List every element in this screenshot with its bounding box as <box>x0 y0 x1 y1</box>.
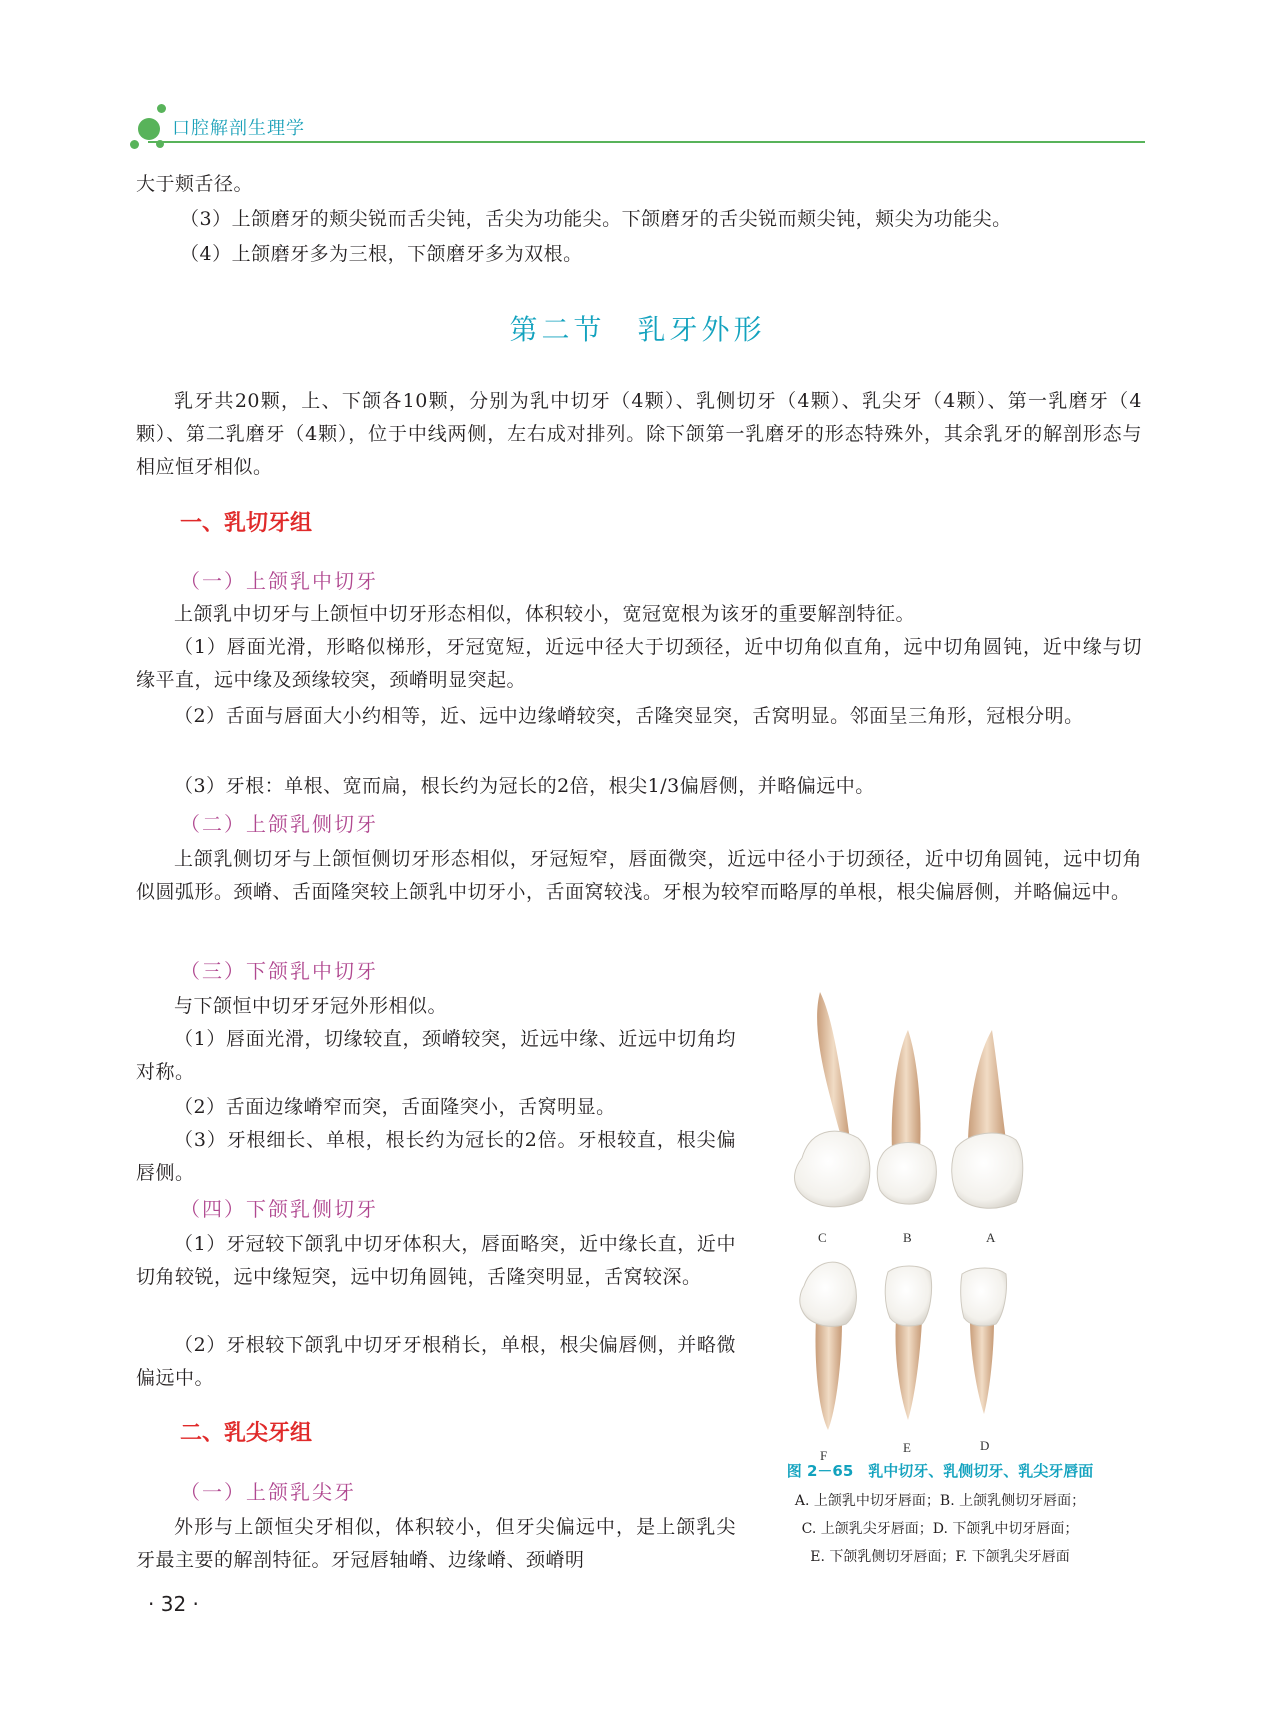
heading-lower-lateral: （四）下颌乳侧切牙 <box>180 1197 378 1221</box>
paragraph: 与下颌恒中切牙牙冠外形相似。 <box>174 995 448 1017</box>
figure-caption-line: A. 上颌乳中切牙唇面；B. 上颌乳侧切牙唇面； <box>794 1493 1086 1509</box>
heading-upper-central: （一）上颌乳中切牙 <box>180 569 378 593</box>
paragraph: （2）舌面与唇面大小约相等，近、远中边缘嵴较突，舌隆突显突，舌窝明显。邻面呈三角形，冠根分明。 <box>174 705 1084 727</box>
decor-dot <box>157 104 166 113</box>
decor-dot <box>138 118 160 140</box>
intro-paragraph: 乳牙共20颗，上、下颌各10颗，分别为乳中切牙（4颗）、乳侧切牙（4颗）、乳尖牙（4颗）、第一乳磨牙（4颗）、第二乳磨牙（4颗），位于中线两侧，左右成对排列。除下颌第一乳磨牙的形态特殊外，其余乳牙的解剖形态与相应恒牙相似。 <box>136 390 1142 478</box>
figure-label-c: C <box>818 1230 827 1245</box>
teeth-illustration <box>780 990 1120 1460</box>
section-title: 第二节 乳牙外形 <box>509 313 766 346</box>
paragraph: （3）牙根：单根、宽而扁，根长约为冠长的2倍，根尖1/3偏唇侧，并略偏远中。 <box>174 775 875 797</box>
figure-label-e: E <box>903 1440 911 1455</box>
page-number: · 32 · <box>148 1592 199 1616</box>
figure-caption-title: 图 2－65 乳中切牙、乳侧切牙、乳尖牙唇面 <box>786 1462 1094 1480</box>
tooth-e <box>885 1266 931 1420</box>
figure-caption-line: C. 上颌乳尖牙唇面；D. 下颌乳中切牙唇面； <box>801 1521 1079 1537</box>
figure-label-b: B <box>903 1230 912 1245</box>
paragraph: （2）舌面边缘嵴窄而突，舌面隆突小，舌窝明显。 <box>174 1096 616 1118</box>
text-line: 大于颊舌径。 <box>136 173 254 195</box>
tooth-f <box>800 1262 857 1430</box>
book-title: 口腔解剖生理学 <box>172 118 305 139</box>
decor-dot <box>130 140 139 149</box>
header-rule <box>148 141 1145 143</box>
paragraph: 上颌乳中切牙与上颌恒中切牙形态相似，体积较小，宽冠宽根为该牙的重要解剖特征。 <box>174 603 916 625</box>
text-line: （4）上颌磨牙多为三根，下颌磨牙多为双根。 <box>180 243 583 265</box>
tooth-d <box>961 1268 1007 1414</box>
paragraph: （1）唇面光滑，形略似梯形，牙冠宽短，近远中径大于切颈径，近中切角似直角，远中切角圆钝，近中缘与切缘平直，远中缘及颈缘较突，颈嵴明显突起。 <box>136 636 1142 691</box>
paragraph: （2）牙根较下颌乳中切牙牙根稍长，单根，根尖偏唇侧，并略微偏远中。 <box>136 1334 736 1389</box>
paragraph: （1）牙冠较下颌乳中切牙体积大，唇面略突，近中缘长直，近中切角较锐，远中缘短突，远中切角圆钝，舌隆突明显，舌窝较深。 <box>136 1233 736 1288</box>
heading-incisor-group: 一、乳切牙组 <box>180 511 313 536</box>
paragraph: 上颌乳侧切牙与上颌恒侧切牙形态相似，牙冠短窄，唇面微突，近远中径小于切颈径，近中切角圆钝，远中切角似圆弧形。颈嵴、舌面隆突较上颌乳中切牙小，舌面窝较浅。牙根为较窄而略厚的单根，根尖偏唇侧，并略偏远中。 <box>136 848 1142 903</box>
running-header <box>130 96 1145 146</box>
figure-caption-line: E. 下颌乳侧切牙唇面；F. 下颌乳尖牙唇面 <box>810 1549 1070 1565</box>
tooth-a <box>952 1030 1023 1208</box>
figure-label-d: D <box>980 1438 990 1453</box>
heading-upper-canine: （一）上颌乳尖牙 <box>180 1480 356 1504</box>
tooth-c <box>795 992 870 1207</box>
paragraph: 外形与上颌恒尖牙相似，体积较小，但牙尖偏远中，是上颌乳尖牙最主要的解剖特征。牙冠唇轴嵴、边缘嵴、颈嵴明 <box>136 1516 736 1571</box>
text-line: （3）上颌磨牙的颊尖锐而舌尖钝，舌尖为功能尖。下颌磨牙的舌尖锐而颊尖钝，颊尖为功能尖。 <box>180 208 1012 230</box>
figure-label-a: A <box>986 1230 996 1245</box>
heading-upper-lateral: （二）上颌乳侧切牙 <box>180 812 378 836</box>
paragraph: （1）唇面光滑，切缘较直，颈嵴较突，近远中缘、近远中切角均对称。 <box>136 1028 736 1083</box>
heading-lower-central: （三）下颌乳中切牙 <box>180 959 378 983</box>
paragraph: （3）牙根细长、单根，根长约为冠长的2倍。牙根较直，根尖偏唇侧。 <box>136 1129 736 1184</box>
figure-label-f: F <box>820 1448 828 1460</box>
heading-canine-group: 二、乳尖牙组 <box>180 1421 313 1446</box>
tooth-b <box>877 1030 936 1204</box>
